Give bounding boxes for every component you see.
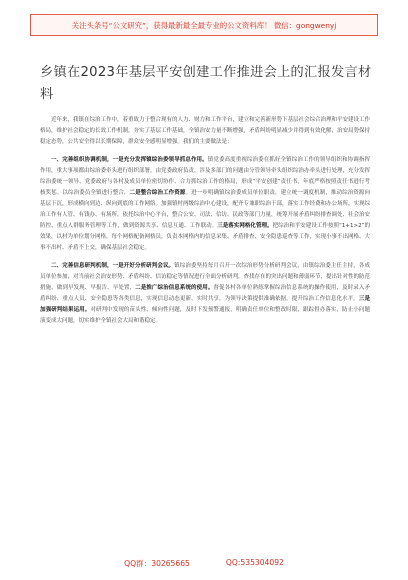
footer-contact <box>0 558 408 569</box>
section-one-text-1: 镇党委高度重视综治委在抓好全镇综治工作的领导组织和协调指挥作用，重大事项都由综治委牵头进行组织部署，由党委政府负责，涉及多部门的问题由分管领导牵头组织综治办牵头进行处理，充分发挥综治委统一领导、党委政府与各村及成员单位密切协作、合力抓综治工作的格局，形成“平安创建”责任书，年底严格按照责任书进行考核奖惩。以综治委员全镇进行整合， <box>40 157 370 196</box>
section-two-text-3: 对研判中发现的苗头性、倾向性问题，及时下发预警通报，明确责任单位和整改时限，跟踪督办落实，防止小问题演变成大问题，切实维护全镇社会大局和谐稳定。 <box>40 307 370 324</box>
section-one-point-2: 二是整合综治工作资源 <box>129 190 186 196</box>
section-two-text-2: 督促各村各单位熟练掌握综治信息系统的操作使用，及时录入矛盾纠纷、重点人员、安全隐患等各类信息，实现信息动态更新、实时共享，为领导决策提供准确依据，提升综治工作信息化水平。 <box>40 285 370 302</box>
promo-banner <box>30 14 378 36</box>
section-one-point-3: 三是落实网格化管理。 <box>217 223 273 229</box>
article-body <box>40 115 370 545</box>
section-two-heading: 二、完善信息研判机制，一是开好分析研判会议。 <box>51 263 175 269</box>
section-two-point-2: 二是推广综治信息系统的使用。 <box>135 285 214 291</box>
page-title: 乡镇在2023年基层平安创建工作推进会上的汇报发言材料 <box>40 65 372 102</box>
footer-qq-group: QQ群：30265665 <box>124 559 190 568</box>
section-one-text-2: 。进一步明确镇综治委成员单位职责，建立统一调度机制，推动综治资源向基层下沉，形成横向到边、纵向到底的工作网络。加强镇村两级综治中心建设，配齐专兼职综治干部，落实工作经费和办公场所，实现综治工作有人管、有钱办、有场所。依托综治中心平台，整合公安、司法、信访、民政等部门力量，统筹开展矛盾纠纷排查调处、社会治安防控、重点人群服务管理等工作，做到资源共享、信息互通、工作联动。 <box>40 190 370 229</box>
section-two-point-3: 三是加强研判结果运用。 <box>40 296 370 313</box>
section-two-text-1: 镇综治委坚持每月召开一次综治形势分析研判会议，由镇综治委主任主持，各成员单位参加，对当前社会治安形势、矛盾纠纷、信访稳定等情况进行全面分析研判，查找存在的突出问题和薄弱环节，提出针对性的防范措施，做到早发现、早报告、早处置， <box>40 263 370 291</box>
section-one-text-3: 把综治和平安建设工作按照“1+1>2”的效果，以村为单位划分网格，每个网格配备网格员，负责本网格内的信息采集、矛盾排查、安全隐患巡查等工作，实现小事不出网格、大事不出村、矛盾不上交，确保基层社会稳定。 <box>40 223 370 251</box>
section-one-heading: 一、完善组织协调机制，一是充分发挥镇综治委领导抓总作用。 <box>51 157 208 163</box>
promo-banner-text: 关注头条号“公文研究”，获得最新最全最专业的公文资料库！ 微信：gongwenyj <box>71 20 337 30</box>
section-two-paragraph <box>40 261 370 327</box>
section-one-paragraph <box>40 155 370 254</box>
footer-qq: QQ:535304092 <box>225 558 284 567</box>
intro-paragraph: 近年来，我镇在综治工作中，着重致力于整合现有的人力、财力和工作平台，建立和完善新形势下基层社会综合治理和平安建设工作格局，维护社会稳定的长效工作机制，夯实了基层工作基础，全镇治安力量不断增强，矛盾纠纷明显减少并得到有效化解，治安局势保持稳定态势，公共安全得以长期保障，群众安全感明显增强。我们的主要做法是： <box>40 117 370 145</box>
